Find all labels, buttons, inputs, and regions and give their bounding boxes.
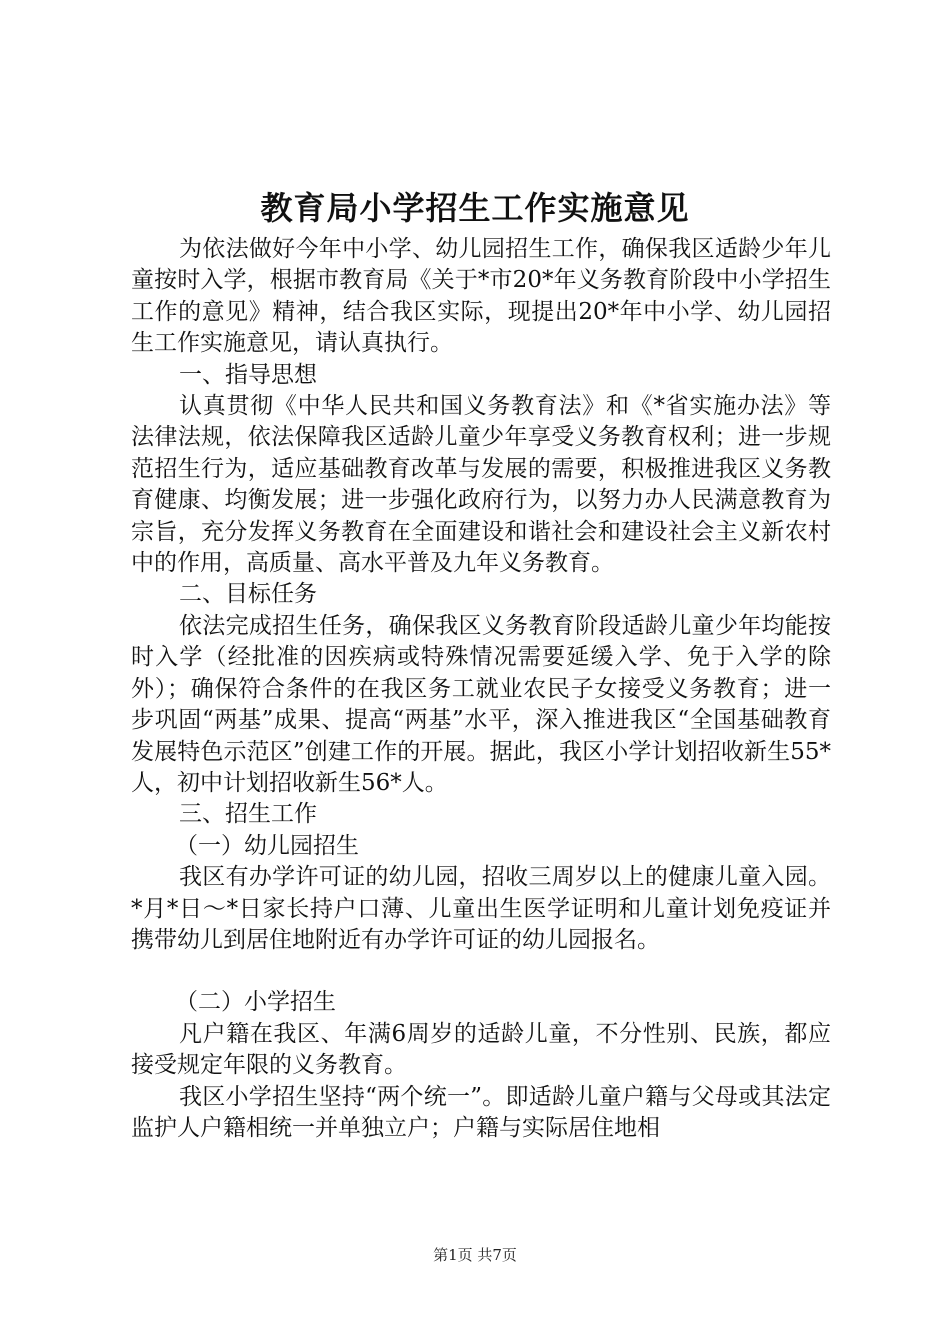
document-title: 教育局小学招生工作实施意见 [260,189,690,227]
section-paragraph-objectives: 依法完成招生任务，确保我区义务教育阶段适龄儿童少年均能按时入学（经批准的因疾病或特殊情况需要延缓入学、免于入学的除外）；确保符合条件的在我区务工就业农民子女接受义务教育；进一步巩固“两基”成果、提高“两基”水平，深入推进我区“全国基础教育发展特色示范区”创建工作的开展。据此，我区小学计划招收新生55*人，初中计划招收新生56*人。 [131,612,831,796]
subsection-paragraph-kindergarten: 我区有办学许可证的幼儿园，招收三周岁以上的健康儿童入园。*月*日～*日家长持户口薄、儿童出生医学证明和儿童计划免疫证并携带幼儿到居住地附近有办学许可证的幼儿园报名。 [131,864,831,953]
subsection-heading-primary: （二）小学招生 [175,989,336,1016]
subsection-heading-kindergarten: （一）幼儿园招生 [175,832,359,859]
paragraph-spacer [131,956,831,987]
section-heading-guiding-ideology: 一、指导思想 [179,361,317,388]
section-heading-objectives: 二、目标任务 [179,581,317,608]
section-paragraph-guiding-ideology: 认真贯彻《中华人民共和国义务教育法》和《*省实施办法》等法律法规，依法保障我区适龄儿童少年享受义务教育权利；进一步规范招生行为，适应基础教育改革与发展的需要，积极推进我区义务教育健康、均衡发展；进一步强化政府行为，以努力办人民满意教育为宗旨，充分发挥义务教育在全面建设和谐社会和建设社会主义新农村中的作用，高质量、高水平普及九年义务教育。 [131,393,831,577]
subsection-paragraph-primary-rules: 我区小学招生坚持“两个统一”。即适龄儿童户籍与父母或其法定监护人户籍相统一并单独立户；户籍与实际居住地相 [131,1083,831,1141]
document-body [131,234,831,1144]
section-heading-enrollment: 三、招生工作 [179,801,317,828]
intro-paragraph: 为依法做好今年中小学、幼儿园招生工作，确保我区适龄少年儿童按时入学，根据市教育局《关于*市20*年义务教育阶段中小学招生工作的意见》精神，结合我区实际，现提出20*年中小学、幼儿园招生工作实施意见，请认真执行。 [131,236,831,357]
page-number-footer: 第1页 共7页 [433,1246,517,1264]
subsection-paragraph-primary-eligibility: 凡户籍在我区、年满6周岁的适龄儿童，不分性别、民族，都应接受规定年限的义务教育。 [131,1020,831,1079]
